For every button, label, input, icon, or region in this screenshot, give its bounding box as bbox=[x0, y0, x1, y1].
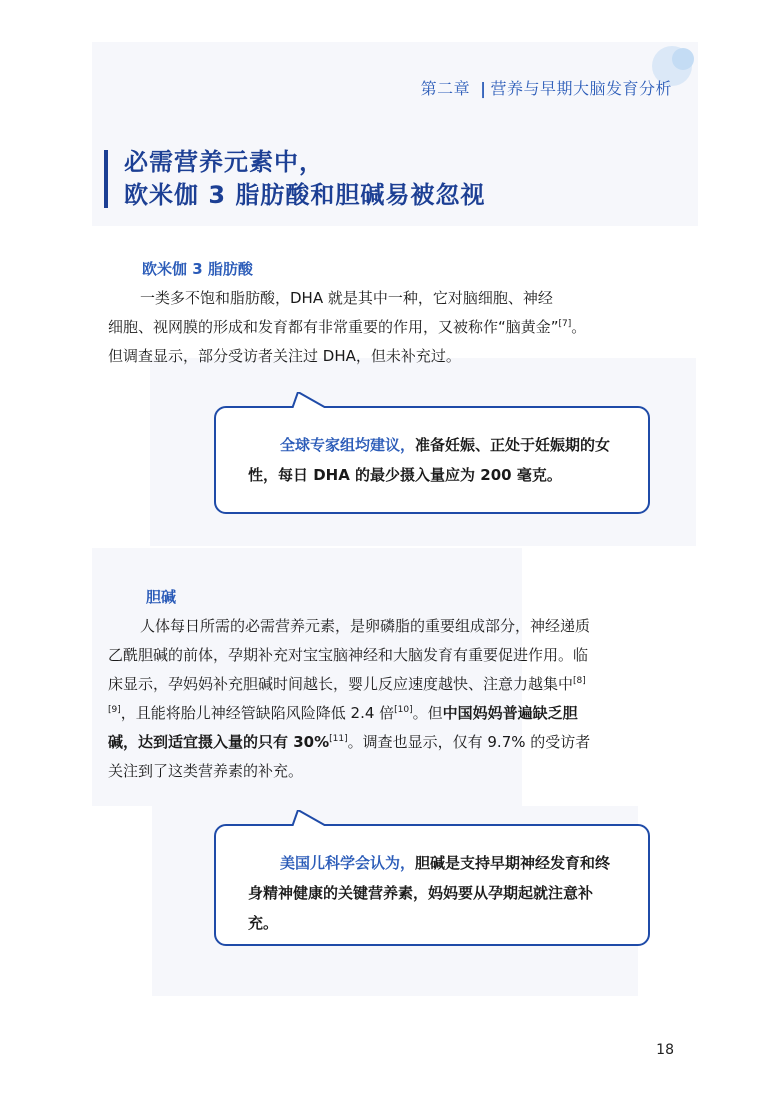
chapter-header bbox=[421, 76, 672, 99]
chapter-title: 营养与早期大脑发育分析 bbox=[490, 79, 672, 98]
decorative-circle-small bbox=[672, 48, 694, 70]
choline-callout-lead: 美国儿科学会认为， bbox=[280, 854, 416, 872]
omega3-line-1: 一类多不饱和脂肪酸，DHA 就是其中一种，它对脑细胞、神经 bbox=[140, 289, 553, 307]
omega3-line-2: 细胞、视网膜的形成和发育都有非常重要的作用，又被称作“脑黄金” bbox=[108, 318, 559, 336]
citation-8-9: [8][9] bbox=[108, 676, 586, 715]
page-title bbox=[124, 146, 485, 212]
citation-10: [10] bbox=[394, 705, 413, 715]
omega3-callout-lead: 全球专家组均建议， bbox=[280, 436, 416, 454]
omega3-callout bbox=[214, 406, 650, 514]
choline-text-d: 。调查也显示，仅有 9.7% 的受访者关注到了这类营养素的补充。 bbox=[108, 733, 591, 780]
choline-callout-text: 胆碱是支持早期神经发育和终身精神健康的关键营养素，妈妈要从孕期起就注意补充。 bbox=[248, 854, 611, 932]
omega3-callout-text: 准备妊娠、正处于妊娠期的女性，每日 DHA 的最少摄入量应为 200 毫克。 bbox=[248, 436, 611, 484]
citation-11: [11] bbox=[329, 734, 348, 744]
speech-tail-icon bbox=[292, 392, 332, 410]
omega3-paragraph bbox=[108, 284, 598, 371]
omega3-line-3: 但调查显示，部分受访者关注过 DHA，但未补充过。 bbox=[108, 347, 461, 365]
choline-heading: 胆碱 bbox=[146, 588, 177, 606]
choline-callout bbox=[214, 824, 650, 946]
title-accent-bar bbox=[104, 150, 108, 208]
page-title-line-2: 欧米伽 3 脂肪酸和胆碱易被忽视 bbox=[124, 181, 486, 209]
choline-text-b: ，且能将胎儿神经管缺陷风险降低 2.4 倍 bbox=[120, 704, 395, 722]
choline-paragraph bbox=[108, 612, 598, 786]
chapter-number: 第二章 bbox=[420, 79, 471, 98]
header-separator: | bbox=[480, 79, 487, 98]
speech-tail-icon bbox=[292, 810, 332, 828]
choline-key-finding: 中国妈妈普遍缺乏胆碱，达到适宜摄入量的只有 30% bbox=[108, 704, 578, 751]
choline-text-c: 。但 bbox=[412, 704, 443, 722]
page-number: 18 bbox=[656, 1042, 674, 1058]
page-title-line-1: 必需营养元素中， bbox=[124, 148, 324, 176]
omega3-line-2-end: 。 bbox=[571, 318, 587, 336]
choline-text-a: 人体每日所需的必需营养元素，是卵磷脂的重要组成部分，神经递质乙酰胆碱的前体，孕期补充对宝宝脑神经和大脑发育有重要促进作用。临床显示，孕妈妈补充胆碱时间越长，婴儿反应速度越快、注意力越集中 bbox=[108, 617, 591, 693]
citation-7: [7] bbox=[558, 319, 572, 329]
omega3-heading: 欧米伽 3 脂肪酸 bbox=[142, 260, 253, 278]
